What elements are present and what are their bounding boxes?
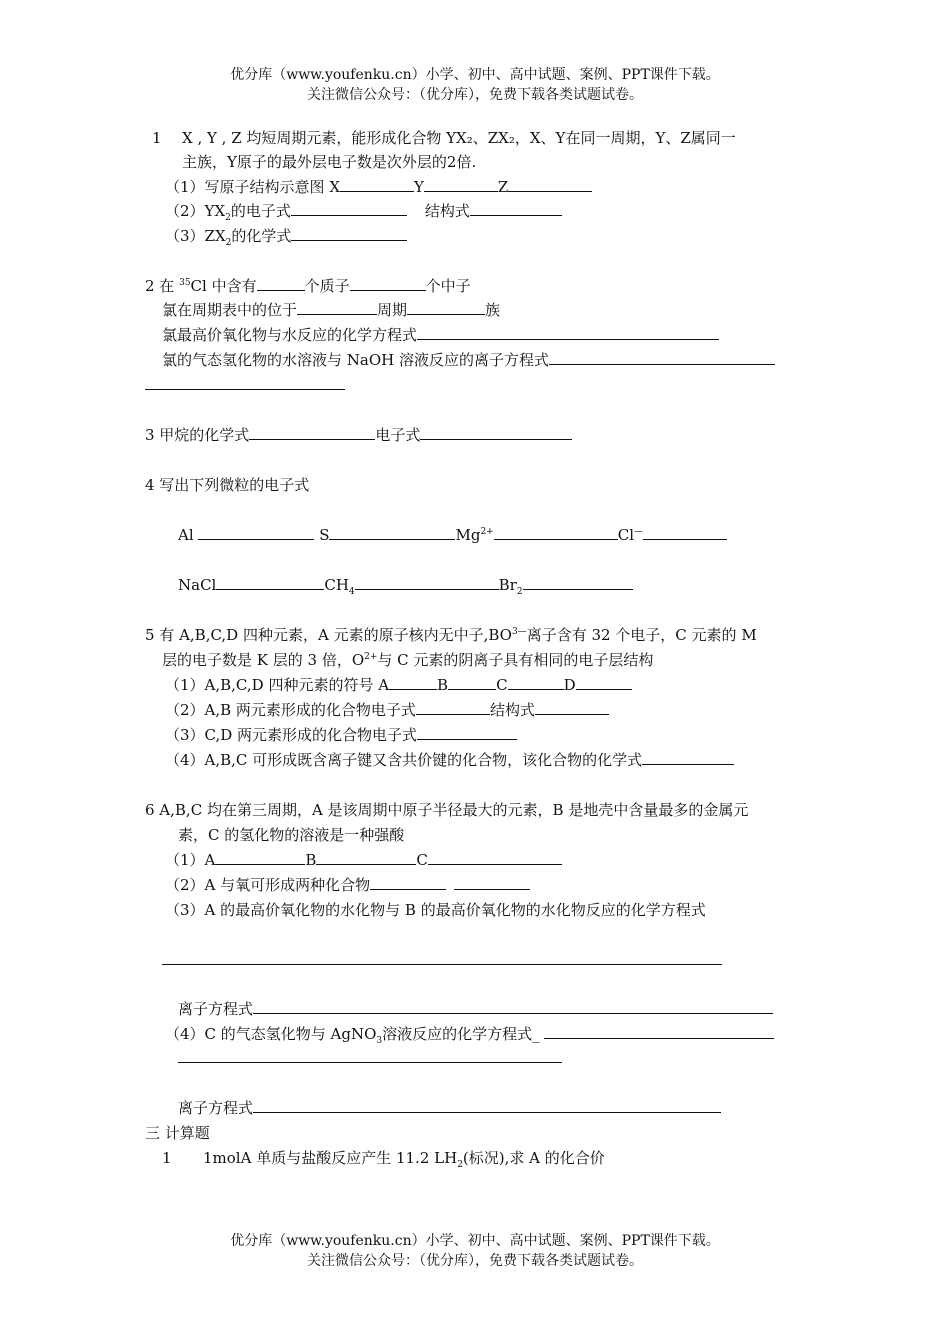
answer-blank[interactable] <box>198 525 314 540</box>
q1-line-2: 主族，Y原子的最外层电子数是次外层的2倍. <box>182 153 477 171</box>
footer-line-1: 优分库（www.youfenku.cn）小学、初中、高中试题、案例、PPT课件下载。 <box>230 1233 720 1249</box>
q2-line-3: 氯最高价氧化物与水反应的化学方程式 <box>162 325 719 345</box>
answer-blank[interactable] <box>417 725 517 740</box>
q6-part-4-answer-line <box>178 1048 562 1068</box>
q1-part-3: $(3)ZX_2$的化学式 <box>165 226 407 246</box>
answer-blank[interactable] <box>340 177 414 192</box>
answer-blank[interactable] <box>523 575 633 590</box>
q6-part-2: （2）A 与氧可形成两种化合物 <box>165 875 530 895</box>
q3-line: 3 甲烷的化学式 电子式 <box>145 425 572 445</box>
q5-part-3: （3）C,D 两元素形成的化合物电子式 <box>165 725 517 745</box>
q5-line-1: 5 有 A,B,C,D 四种元素，A 元素的原子核内无中子$,BO^{3—}$离子含有 32 个电子，C 元素的 M <box>145 626 757 644</box>
q2-line-1: 2 在 $^{35}$Cl 中含有 个质子 个中子 <box>145 277 471 295</box>
calc-question-1: 1molA 单质与盐酸反应产生 11.2 $LH_2$(标况),求 A 的化合价 <box>203 1149 605 1170</box>
answer-blank[interactable] <box>145 375 345 390</box>
footer-line-2: 关注微信公众号：（优分库），免费下载各类试题试卷。 <box>307 1253 643 1269</box>
answer-blank[interactable] <box>291 201 407 216</box>
answer-blank[interactable] <box>297 300 377 315</box>
answer-blank[interactable] <box>257 276 305 291</box>
answer-blank[interactable] <box>253 999 773 1014</box>
q6-part-1: （1）A B C <box>165 850 562 870</box>
answer-blank[interactable] <box>544 1024 774 1039</box>
q6-part-4: （4）C 的气态氢化物与 AgNO$_3$溶液反应的化学方程式_ <box>165 1024 774 1044</box>
q2-line-5 <box>145 375 345 395</box>
answer-blank[interactable] <box>162 950 722 965</box>
q1-part-1: （1）写原子结构示意图 X Y Z <box>165 177 592 197</box>
answer-blank[interactable] <box>494 525 618 540</box>
answer-blank[interactable] <box>549 350 775 365</box>
answer-blank[interactable] <box>417 325 719 340</box>
answer-blank[interactable] <box>370 875 446 890</box>
q2-line-4: 氯的气态氢化物的水溶液与 NaOH 溶液反应的离子方程式 <box>162 350 775 370</box>
answer-blank[interactable] <box>178 1048 562 1063</box>
q6-line-2: 素，C 的氢化物的溶液是一种强酸 <box>178 826 405 844</box>
answer-blank[interactable] <box>416 700 490 715</box>
answer-blank[interactable] <box>454 875 530 890</box>
answer-blank[interactable] <box>407 300 485 315</box>
answer-blank[interactable] <box>355 575 499 590</box>
q2-line-2: 氯在周期表中的位于 周期 族 <box>162 301 501 319</box>
q6-part-3-answer-line <box>162 950 722 970</box>
answer-blank[interactable] <box>428 850 562 865</box>
answer-blank[interactable] <box>535 700 609 715</box>
answer-blank[interactable] <box>448 675 496 690</box>
q6-line-1: 6 A,B,C 均在第三周期，A 是该周期中原子半径最大的元素，B 是地壳中含量最多的金属元 <box>145 801 749 819</box>
answer-blank[interactable] <box>508 177 592 192</box>
q6-ion-equation-2: 离子方程式 <box>178 1098 721 1118</box>
answer-blank[interactable] <box>576 675 632 690</box>
answer-blank[interactable] <box>216 575 324 590</box>
header-line-1: 优分库（www.youfenku.cn）小学、初中、高中试题、案例、PPT课件下载。 <box>230 67 720 83</box>
q6-ion-equation-1: 离子方程式 <box>178 999 773 1019</box>
answer-blank[interactable] <box>329 525 455 540</box>
answer-blank[interactable] <box>642 750 734 765</box>
q4-row-1: Al S $Mg^{2+}$ Cl— <box>178 525 727 545</box>
q1-part-2: $(2)YX_2$的电子式 结构式 <box>165 201 562 221</box>
q1-number: 1 <box>152 129 162 147</box>
q4-title: 4 写出下列微粒的电子式 <box>145 476 310 494</box>
answer-blank[interactable] <box>420 425 572 440</box>
answer-blank[interactable] <box>350 276 426 291</box>
answer-blank[interactable] <box>215 850 305 865</box>
q5-part-2: （2）A,B 两元素形成的化合物电子式 结构式 <box>165 700 609 720</box>
answer-blank[interactable] <box>470 201 562 216</box>
q5-part-1: （1）A,B,C,D 四种元素的符号 A B C D <box>165 675 632 695</box>
answer-blank[interactable] <box>253 1098 721 1113</box>
answer-blank[interactable] <box>316 850 416 865</box>
answer-blank[interactable] <box>643 525 727 540</box>
calc-question-number: 1 <box>162 1149 172 1167</box>
q1-line-1: X , Y , Z 均短周期元素，能形成化合物 YX₂、ZX₂，X、Y在同一周期，Y、Z属同一 <box>182 129 736 147</box>
header-line-2: 关注微信公众号：（优分库），免费下载各类试题试卷。 <box>307 87 643 103</box>
answer-blank[interactable] <box>249 425 375 440</box>
section-3-title: 三 计算题 <box>145 1124 210 1142</box>
q4-row-2: NaCl $CH_4$ $Br_2$ <box>178 575 633 595</box>
q5-line-2: 层的电子数是 K 层的 3 倍，$O^{2+}$与 C 元素的阴离子具有相同的电子层结构 <box>162 651 654 669</box>
answer-blank[interactable] <box>291 226 407 241</box>
q6-part-3: （3）A 的最高价氧化物的水化物与 B 的最高价氧化物的水化物反应的化学方程式 <box>165 901 706 919</box>
answer-blank[interactable] <box>424 177 498 192</box>
answer-blank[interactable] <box>389 675 437 690</box>
q5-part-4: （4）A,B,C 可形成既含离子键又含共价键的化合物，该化合物的化学式 <box>165 750 734 770</box>
answer-blank[interactable] <box>508 675 564 690</box>
